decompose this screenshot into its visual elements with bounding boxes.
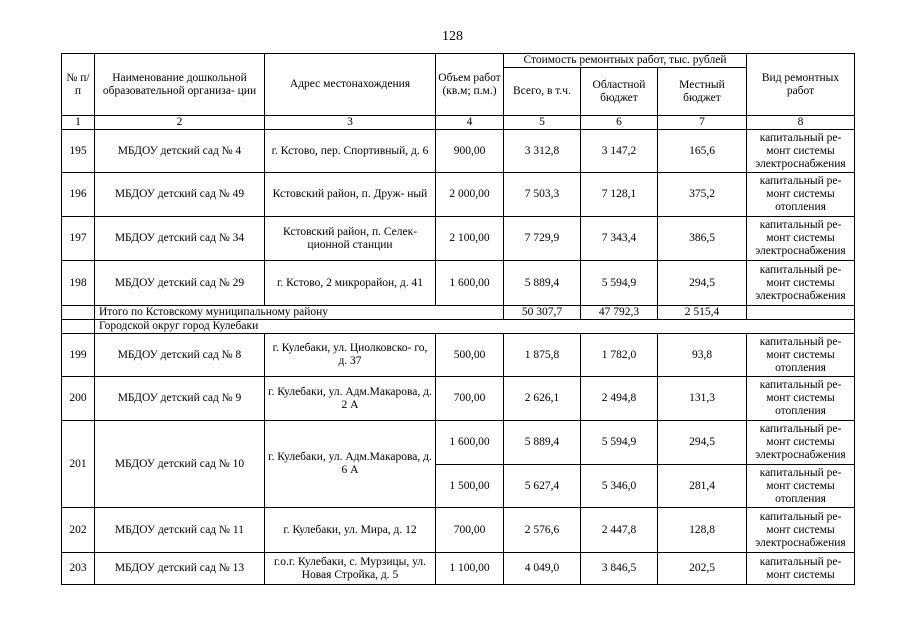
header-number: № п/п bbox=[62, 54, 95, 116]
volume: 1 600,00 bbox=[436, 261, 504, 306]
org-name: МБДОУ детский сад № 10 bbox=[95, 421, 265, 508]
address: г. Кстово, 2 микрорайон, д. 41 bbox=[265, 261, 436, 306]
column-number: 7 bbox=[658, 116, 747, 130]
header-volume: Объем работ (кв.м; п.м.) bbox=[436, 54, 504, 116]
subtotal-local: 2 515,4 bbox=[658, 306, 747, 320]
table-row bbox=[62, 508, 855, 553]
table-row bbox=[62, 421, 855, 465]
cost-total: 4 049,0 bbox=[504, 553, 581, 585]
work-type: капитальный ре- монт системы bbox=[747, 553, 855, 585]
cost-total: 5 889,4 bbox=[504, 261, 581, 306]
work-type: капитальный ре- монт системы электроснабжения bbox=[747, 508, 855, 553]
header-local: Местный бюджет bbox=[658, 68, 747, 116]
cost-regional: 5 594,9 bbox=[581, 421, 658, 465]
volume: 1 500,00 bbox=[436, 465, 504, 508]
org-name: МБДОУ детский сад № 11 bbox=[95, 508, 265, 553]
cost-local: 281,4 bbox=[658, 465, 747, 508]
column-number: 8 bbox=[747, 116, 855, 130]
cost-regional: 5 594,9 bbox=[581, 261, 658, 306]
subtotal-total: 50 307,7 bbox=[504, 306, 581, 320]
cost-local: 294,5 bbox=[658, 421, 747, 465]
address: г.о.г. Кулебаки, с. Мурзицы, ул. Новая Стройка, д. 5 bbox=[265, 553, 436, 585]
work-type: капитальный ре- монт системы электроснабжения bbox=[747, 261, 855, 306]
column-number: 4 bbox=[436, 116, 504, 130]
cost-regional: 7 128,1 bbox=[581, 173, 658, 217]
row-number: 199 bbox=[62, 334, 95, 377]
cost-local: 93,8 bbox=[658, 334, 747, 377]
cost-local: 128,8 bbox=[658, 508, 747, 553]
header-org-name: Наименование дошкольной образовательной организа- ции bbox=[95, 54, 265, 116]
subtotal-regional: 47 792,3 bbox=[581, 306, 658, 320]
volume: 1 600,00 bbox=[436, 421, 504, 465]
cost-local: 375,2 bbox=[658, 173, 747, 217]
row-number: 200 bbox=[62, 377, 95, 421]
header-regional: Областной бюджет bbox=[581, 68, 658, 116]
district-row bbox=[62, 320, 855, 334]
table-row bbox=[62, 217, 855, 261]
table-row bbox=[62, 130, 855, 173]
address: г. Кулебаки, ул. Мира, д. 12 bbox=[265, 508, 436, 553]
volume: 2 100,00 bbox=[436, 217, 504, 261]
cost-local: 294,5 bbox=[658, 261, 747, 306]
address: г. Кулебаки, ул. Адм.Макарова, д. 2 А bbox=[265, 377, 436, 421]
row-number: 198 bbox=[62, 261, 95, 306]
volume: 2 000,00 bbox=[436, 173, 504, 217]
cost-total: 2 626,1 bbox=[504, 377, 581, 421]
cost-regional: 1 782,0 bbox=[581, 334, 658, 377]
header-work-type: Вид ремонтных работ bbox=[747, 54, 855, 116]
row-number: 202 bbox=[62, 508, 95, 553]
table-row bbox=[62, 173, 855, 217]
cost-total: 7 503,3 bbox=[504, 173, 581, 217]
cost-regional: 2 494,8 bbox=[581, 377, 658, 421]
org-name: МБДОУ детский сад № 49 bbox=[95, 173, 265, 217]
work-type: капитальный ре- монт системы отопления bbox=[747, 465, 855, 508]
column-number: 5 bbox=[504, 116, 581, 130]
row-number: 195 bbox=[62, 130, 95, 173]
work-type: капитальный ре- монт системы электроснабжения bbox=[747, 421, 855, 465]
address: г. Кулебаки, ул. Адм.Макарова, д. 6 А bbox=[265, 421, 436, 508]
row-number: 197 bbox=[62, 217, 95, 261]
cost-total: 7 729,9 bbox=[504, 217, 581, 261]
address: г. Кстово, пер. Спортивный, д. 6 bbox=[265, 130, 436, 173]
org-name: МБДОУ детский сад № 13 bbox=[95, 553, 265, 585]
header-total: Всего, в т.ч. bbox=[504, 68, 581, 116]
row-number: 203 bbox=[62, 553, 95, 585]
subtotal-label: Итого по Кстовскому муниципальному району bbox=[95, 306, 504, 320]
row-number: 201 bbox=[62, 421, 95, 508]
district-label: Городской округ город Кулебаки bbox=[95, 320, 855, 334]
subtotal-row bbox=[62, 306, 855, 320]
address: Кстовский район, п. Друж- ный bbox=[265, 173, 436, 217]
volume: 700,00 bbox=[436, 508, 504, 553]
repair-works-table bbox=[61, 53, 855, 585]
cost-local: 165,6 bbox=[658, 130, 747, 173]
cost-regional: 3 846,5 bbox=[581, 553, 658, 585]
work-type: капитальный ре- монт системы отопления bbox=[747, 377, 855, 421]
cost-total: 5 889,4 bbox=[504, 421, 581, 465]
header-row-1 bbox=[62, 54, 855, 68]
org-name: МБДОУ детский сад № 9 bbox=[95, 377, 265, 421]
page-number: 128 bbox=[442, 29, 463, 44]
cost-total: 3 312,8 bbox=[504, 130, 581, 173]
column-number: 1 bbox=[62, 116, 95, 130]
column-number: 2 bbox=[95, 116, 265, 130]
cost-local: 202,5 bbox=[658, 553, 747, 585]
cost-total: 2 576,6 bbox=[504, 508, 581, 553]
cost-regional: 7 343,4 bbox=[581, 217, 658, 261]
table-row bbox=[62, 553, 855, 585]
org-name: МБДОУ детский сад № 4 bbox=[95, 130, 265, 173]
cost-local: 386,5 bbox=[658, 217, 747, 261]
work-type: капитальный ре- монт системы электроснабжения bbox=[747, 130, 855, 173]
column-number: 3 bbox=[265, 116, 436, 130]
cost-regional: 5 346,0 bbox=[581, 465, 658, 508]
org-name: МБДОУ детский сад № 34 bbox=[95, 217, 265, 261]
column-number: 6 bbox=[581, 116, 658, 130]
table-row bbox=[62, 261, 855, 306]
volume: 500,00 bbox=[436, 334, 504, 377]
work-type: капитальный ре- монт системы отопления bbox=[747, 173, 855, 217]
cost-total: 1 875,8 bbox=[504, 334, 581, 377]
column-numbers-row bbox=[62, 116, 855, 130]
work-type: капитальный ре- монт системы электроснабжения bbox=[747, 217, 855, 261]
row-number: 196 bbox=[62, 173, 95, 217]
volume: 1 100,00 bbox=[436, 553, 504, 585]
address: Кстовский район, п. Селек- ционной станции bbox=[265, 217, 436, 261]
cost-local: 131,3 bbox=[658, 377, 747, 421]
org-name: МБДОУ детский сад № 8 bbox=[95, 334, 265, 377]
volume: 700,00 bbox=[436, 377, 504, 421]
header-cost-group: Стоимость ремонтных работ, тыс. рублей bbox=[504, 54, 747, 68]
work-type: капитальный ре- монт системы отопления bbox=[747, 334, 855, 377]
cost-regional: 2 447,8 bbox=[581, 508, 658, 553]
address: г. Кулебаки, ул. Циолковско- го, д. 37 bbox=[265, 334, 436, 377]
header-address: Адрес местонахождения bbox=[265, 54, 436, 116]
volume: 900,00 bbox=[436, 130, 504, 173]
table-row bbox=[62, 334, 855, 377]
cost-regional: 3 147,2 bbox=[581, 130, 658, 173]
org-name: МБДОУ детский сад № 29 bbox=[95, 261, 265, 306]
table-row bbox=[62, 377, 855, 421]
cost-total: 5 627,4 bbox=[504, 465, 581, 508]
